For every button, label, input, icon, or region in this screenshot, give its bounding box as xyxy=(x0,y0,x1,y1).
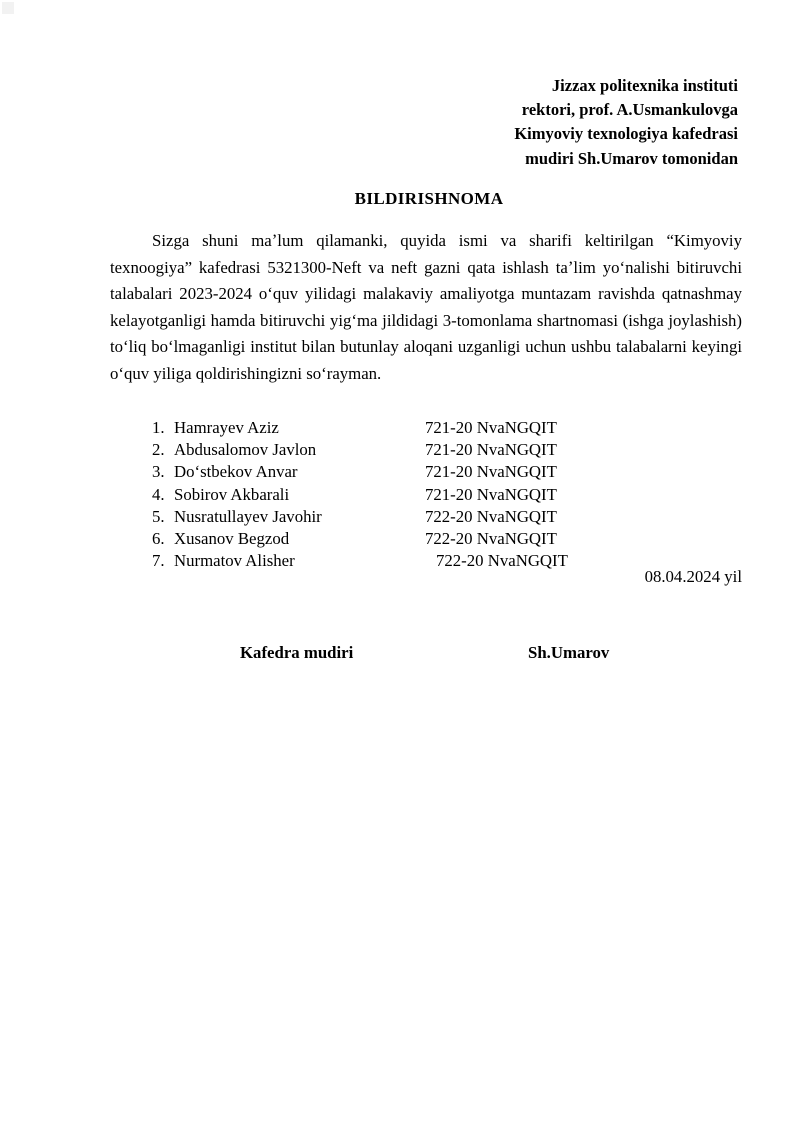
list-item xyxy=(152,484,672,506)
list-item-number: 5. xyxy=(152,506,165,526)
list-item xyxy=(152,528,672,550)
list-item-name: Xusanov Begzod xyxy=(174,529,290,549)
list-item-group: 721-20 NvaNGQIT xyxy=(425,418,557,437)
list-item-group: 722-20 NvaNGQIT xyxy=(425,506,557,526)
list-item-name: Hamrayev Aziz xyxy=(174,418,279,437)
scan-artifact xyxy=(2,2,14,14)
list-item-group: 721-20 NvaNGQIT xyxy=(425,440,557,460)
list-item-name: Sobirov Akbarali xyxy=(174,484,290,504)
list-item-group: 721-20 NvaNGQIT xyxy=(425,462,557,482)
list-item xyxy=(152,506,672,528)
list-item xyxy=(152,461,672,483)
list-item-number: 4. xyxy=(152,484,165,504)
list-item-number: 2. xyxy=(152,440,165,460)
addressee-block xyxy=(380,74,738,171)
list-item-number: 3. xyxy=(152,462,165,482)
list-item-number: 7. xyxy=(152,551,165,571)
list-item-name: Doʻstbekov Anvar xyxy=(174,462,298,482)
addressee-line-2: rektori, prof. A.Usmankulovga xyxy=(521,100,738,120)
addressee-line-4: mudiri Sh.Umarov tomonidan xyxy=(525,148,738,168)
addressee-line-3: Kimyoviy texnologiya kafedrasi xyxy=(514,124,738,144)
list-item xyxy=(152,417,672,439)
list-item-group: 722-20 NvaNGQIT xyxy=(436,551,568,571)
page-title: BILDIRISHNOMA xyxy=(354,189,504,208)
list-item-name: Abdusalomov Javlon xyxy=(174,440,317,460)
list-item-number: 1. xyxy=(152,418,165,437)
student-list xyxy=(152,417,672,572)
list-item-group: 722-20 NvaNGQIT xyxy=(425,529,557,549)
signature-role: Kafedra mudiri xyxy=(240,643,354,662)
list-item-group: 721-20 NvaNGQIT xyxy=(425,484,557,504)
body-paragraph: Sizga shuni maʼlum qilamanki, quyida ismi va sharifi keltirilgan “Kimyoviy texnoogiya” kafedrasi 5321300-Neft va neft gazni qata ishlash taʼlim yoʻnalishi bitiruvchi talabalari 2023-2024 oʻquv yilidagi malakaviy amaliyotga muntazam ravishda qatnashmay kelayotganligi hamda bitiruvchi yigʻma jildidagi 3-tomonlama shartnomasi (ishga joylashish) toʻliq boʻlmaganligi institut bilan butunlay aloqani uzganligi uchun ushbu talabalarni keyingi oʻquv yiliga qoldirishingizni soʻrayman. xyxy=(110,231,742,383)
list-item-number: 6. xyxy=(152,529,165,549)
document-date: 08.04.2024 yil xyxy=(644,567,742,586)
list-item-name: Nurmatov Alisher xyxy=(174,551,295,571)
list-item-name: Nusratullayev Javohir xyxy=(174,506,322,526)
addressee-line-1: Jizzax politexnika instituti xyxy=(551,76,738,95)
list-item xyxy=(152,439,672,461)
signature-name: Sh.Umarov xyxy=(528,643,610,662)
